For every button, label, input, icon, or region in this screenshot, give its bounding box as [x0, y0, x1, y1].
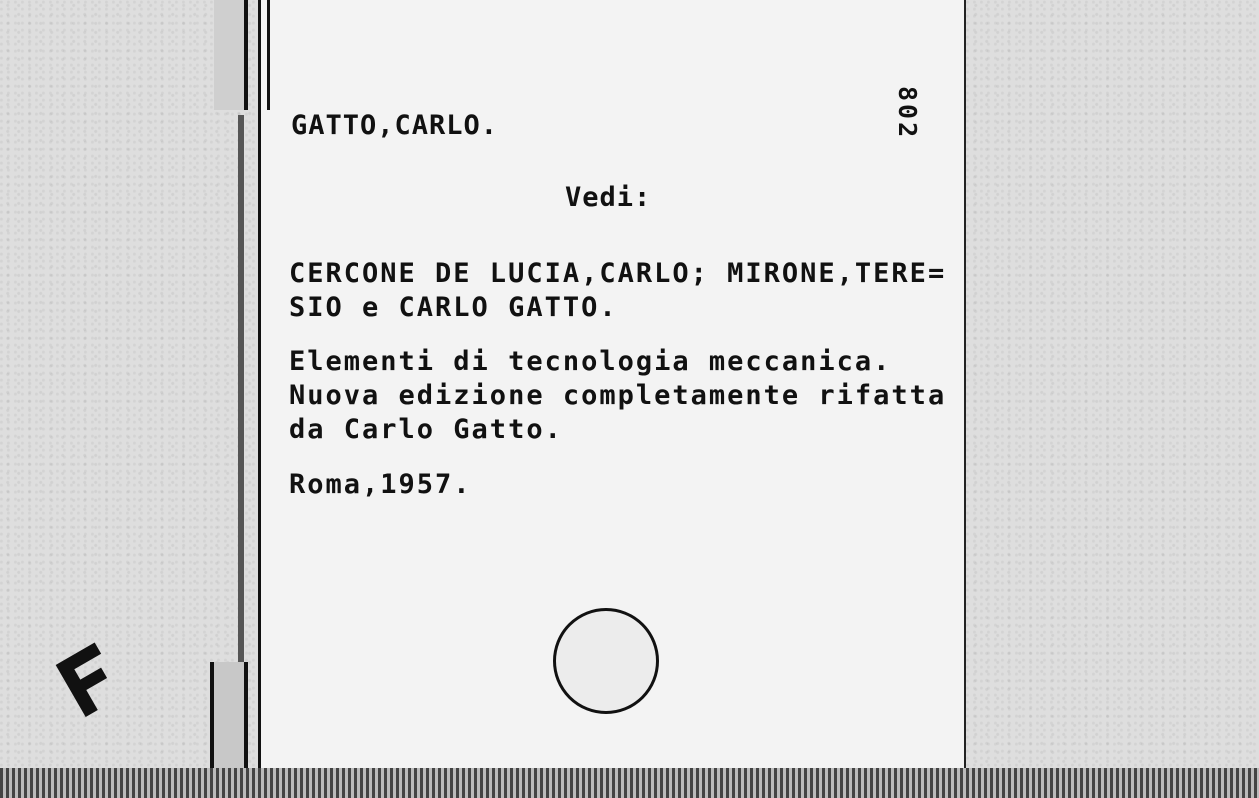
drawer-bottom-edge: [0, 768, 1259, 798]
title-line-3: da Carlo Gatto.: [289, 414, 563, 445]
card-punch-hole: [553, 608, 659, 714]
call-number: 802: [893, 86, 922, 141]
imprint-line: Roma,1957.: [289, 469, 472, 500]
drawer-rail-top: [214, 0, 248, 110]
authors-line-2: SIO e CARLO GATTO.: [289, 292, 618, 323]
drawer-rail-bottom: [210, 662, 248, 772]
authors-line-1: CERCONE DE LUCIA,CARLO; MIRONE,TERE=: [289, 258, 947, 289]
title-paragraph: [289, 345, 946, 447]
authors-paragraph: [289, 257, 946, 325]
see-label: Vedi:: [565, 182, 652, 213]
card-heading: GATTO,CARLO.: [291, 110, 499, 141]
imprint-paragraph: [289, 468, 472, 502]
drawer-rail-edge: [238, 115, 244, 665]
title-line-1: Elementi di tecnologia meccanica.: [289, 346, 892, 377]
title-line-2: Nuova edizione completamente rifatta: [289, 380, 947, 411]
